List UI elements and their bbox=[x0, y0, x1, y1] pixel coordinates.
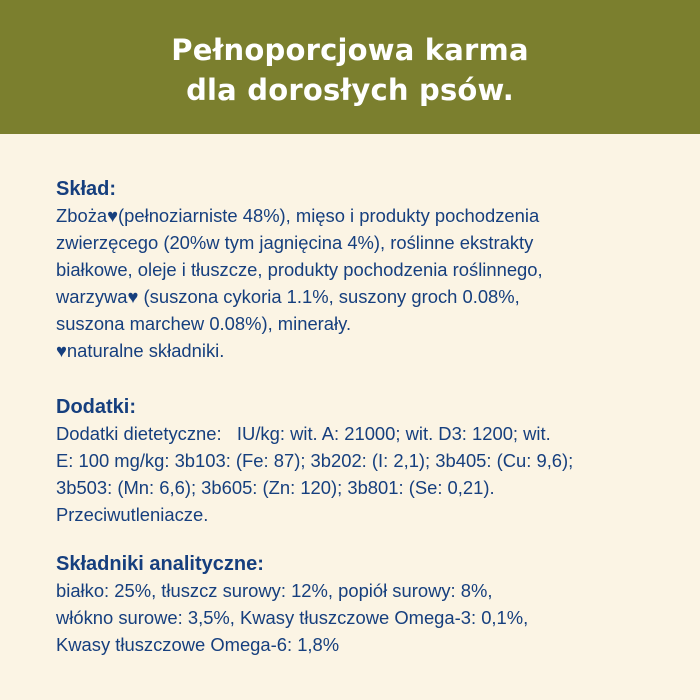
ingredients-line: Zboża♥(pełnoziarniste 48%), mięso i produkty pochodzenia bbox=[56, 205, 540, 226]
analytical-text bbox=[56, 577, 528, 658]
analytical-line: włókno surowe: 3,5%, Kwasy tłuszczowe Omega-3: 0,1%, bbox=[56, 607, 529, 628]
analytical-heading: Składniki analityczne: bbox=[56, 553, 264, 575]
ingredients-line: warzywa♥ (suszona cykoria 1.1%, suszony groch 0.08%, bbox=[56, 286, 520, 307]
header-title-line-2: dla dorosłych psów. bbox=[186, 73, 514, 107]
additives-line: Dodatki dietetyczne: IU/kg: wit. A: 21000; wit. D3: 1200; wit. bbox=[56, 423, 551, 444]
section-ingredients bbox=[56, 176, 543, 364]
ingredients-footnote: ♥naturalne składniki. bbox=[56, 340, 225, 361]
header-title-line-1: Pełnoporcjowa karma bbox=[171, 33, 529, 67]
section-analytical-constituents bbox=[56, 551, 528, 658]
additives-line: 3b503: (Mn: 6,6); 3b605: (Zn: 120); 3b801: (Se: 0,21). bbox=[56, 477, 495, 498]
ingredients-line: białkowe, oleje i tłuszcze, produkty pochodzenia roślinnego, bbox=[56, 259, 543, 280]
ingredients-line: zwierzęcego (20%w tym jagnięcina 4%), roślinne ekstrakty bbox=[56, 232, 534, 253]
analytical-line: białko: 25%, tłuszcz surowy: 12%, popiół surowy: 8%, bbox=[56, 580, 493, 601]
additives-line: Przeciwutleniacze. bbox=[56, 504, 209, 525]
analytical-line: Kwasy tłuszczowe Omega-6: 1,8% bbox=[56, 634, 340, 655]
ingredients-text bbox=[56, 202, 543, 364]
ingredients-line: suszona marchew 0.08%), minerały. bbox=[56, 313, 352, 334]
additives-heading: Dodatki: bbox=[56, 396, 136, 418]
header-banner bbox=[0, 0, 700, 134]
ingredients-heading: Skład: bbox=[56, 178, 117, 200]
additives-line: E: 100 mg/kg: 3b103: (Fe: 87); 3b202: (I: 2,1); 3b405: (Cu: 9,6); bbox=[56, 450, 574, 471]
section-additives bbox=[56, 394, 573, 528]
additives-text bbox=[56, 420, 573, 528]
